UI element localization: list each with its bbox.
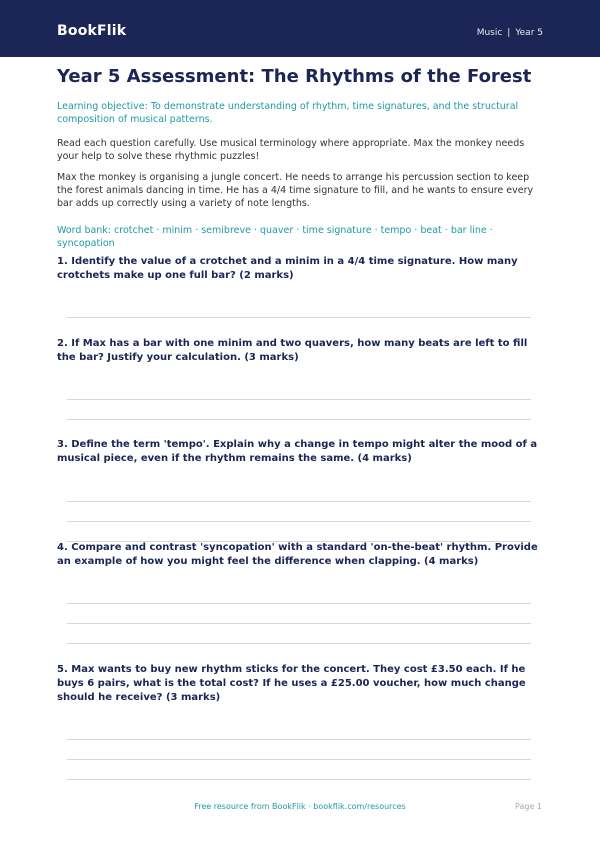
answer-line[interactable]	[67, 779, 531, 780]
answer-line[interactable]	[67, 501, 531, 502]
page-title: Year 5 Assessment: The Rhythms of the Forest	[57, 66, 532, 87]
brand-logo[interactable]: BookFlik	[57, 23, 127, 39]
answer-line[interactable]	[67, 521, 531, 522]
answer-line[interactable]	[67, 643, 531, 644]
answer-line[interactable]	[67, 739, 531, 740]
answer-line[interactable]	[67, 759, 531, 760]
question-4: 4. Compare and contrast 'syncopation' with a standard 'on-the-beat' rhythm. Provide an example of how you might feel the difference when clapping. (4 marks)	[57, 542, 538, 567]
page-header	[0, 0, 600, 57]
learning-objective: Learning objective: To demonstrate understanding of rhythm, time signatures, and the structural composition of musical patterns.	[57, 101, 519, 125]
level-label: Year 5	[515, 28, 543, 38]
question-3: 3. Define the term 'tempo'. Explain why a change in tempo might alter the mood of a musical piece, even if the rhythm remains the same. (4 marks)	[57, 439, 538, 464]
answer-line[interactable]	[67, 419, 531, 420]
answer-line[interactable]	[67, 399, 531, 400]
question-5: 5. Max wants to buy new rhythm sticks for the concert. They cost £3.50 each. If he buys 6 pairs, what is the total cost? If he uses a £25.00 voucher, how much change should he receive? (3 marks)	[57, 664, 526, 703]
answer-line[interactable]	[67, 603, 531, 604]
word-bank: Word bank: crotchet · minim · semibreve · quaver · time signature · tempo · beat · bar line · syncopation	[57, 225, 493, 249]
scenario-text: Max the monkey is organising a jungle concert. He needs to arrange his percussion section to keep the forest animals dancing in time. He has a 4/4 time signature to fill, and he wants to ensure every bar adds up correctly using a variety of note lengths.	[57, 172, 534, 209]
subject-level-label	[477, 27, 543, 39]
page-number: Page 1	[515, 802, 542, 811]
question-2: 2. If Max has a bar with one minim and two quavers, how many beats are left to fill the bar? Justify your calculation. (3 marks)	[57, 338, 528, 363]
instructions-text: Read each question carefully. Use musical terminology where appropriate. Max the monkey needs your help to solve these rhythmic puzzles!	[57, 138, 525, 162]
separator: |	[507, 28, 511, 38]
footer-resource-link[interactable]: Free resource from BookFlik · bookflik.com/resources	[194, 802, 406, 811]
answer-line[interactable]	[67, 623, 531, 624]
subject-label: Music	[476, 28, 503, 38]
answer-line[interactable]	[67, 317, 531, 318]
question-1: 1. Identify the value of a crotchet and a minim in a 4/4 time signature. How many crotchets make up one full bar? (2 marks)	[57, 256, 518, 281]
